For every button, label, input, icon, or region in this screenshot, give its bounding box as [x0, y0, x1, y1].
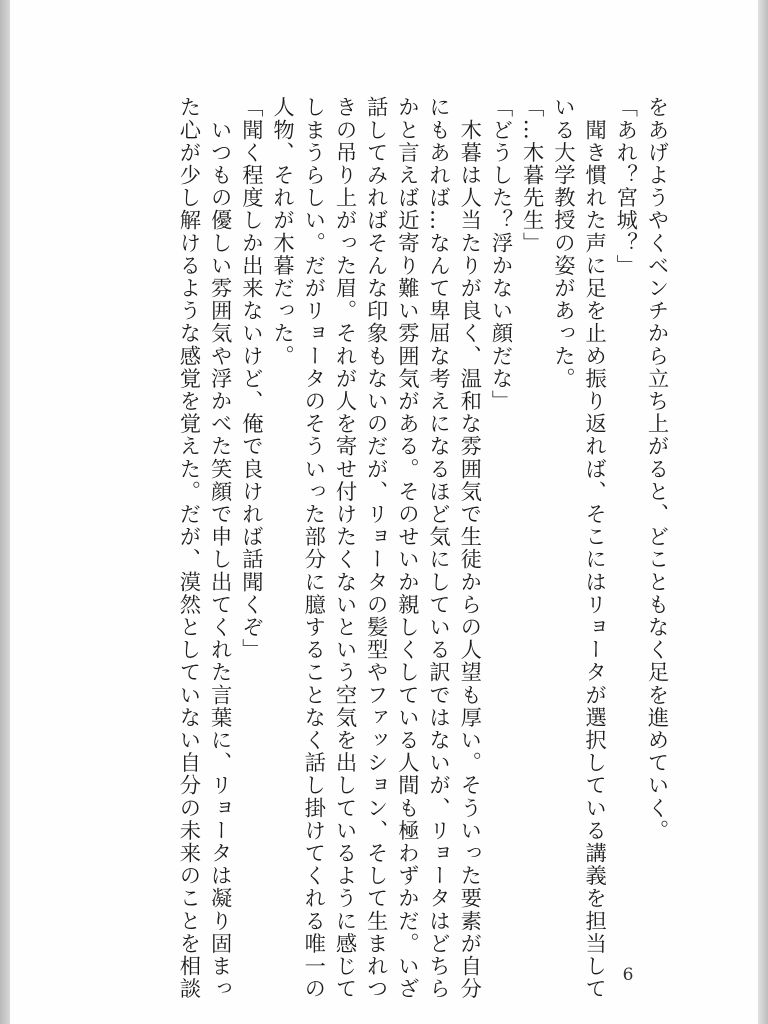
text-line: た心が少し解けるような感覚を覚えた。だが、漠然としていない自分の未来のことを相談: [175, 96, 201, 1000]
book-page[interactable]: [10, 0, 758, 1024]
text-line: 聞き慣れた声に足を止め振り返れば、そこにはリョータが選択している講義を担当して: [581, 96, 607, 1000]
text-line: 話してみればそんな印象もないのだが、リョータの髪型やファッション、そして生まれつ: [363, 96, 389, 1000]
page-edge-right: [758, 0, 768, 1024]
text-line: 「…木暮先生」: [519, 96, 545, 255]
page-number: 6: [622, 965, 634, 985]
text-line: をあげようやくベンチから立ち上がると、どこともなく足を進めていく。: [644, 96, 669, 842]
vertical-text-body: [173, 96, 672, 1000]
text-line: 「あれ？宮城？」: [612, 96, 638, 277]
text-line: きの吊り上がった眉。それが人を寄せ付けたくないという空気を出しているように感じて: [331, 96, 357, 1000]
text-line: しまうらしい。だがリョータのそういった部分に臆することなく話し掛けてくれる唯一の: [300, 96, 326, 1000]
text-line: 人物、それが木暮だった。: [269, 96, 295, 368]
text-line: 木暮は人当たりが良く、温和な雰囲気で生徒からの人望も厚い。そういった要素が自分: [456, 96, 482, 1000]
text-line: にもあれば…なんて卑屈な考えになるほど気にしている訳ではないが、リョータはどちら: [425, 96, 451, 1000]
text-line: 「聞く程度しか出来ないけど、俺で良ければ話聞くぞ」: [238, 96, 264, 661]
text-line: いる大学教授の姿があった。: [550, 96, 576, 390]
text-line: かと言えば近寄り難い雰囲気がある。そのせいか親しくしている人間も極わずかだ。いざ: [394, 96, 420, 1000]
text-line: いつもの優しい雰囲気や浮かべた笑顔で申し出てくれた言葉に、リョータは凝り固まっ: [207, 96, 233, 1000]
text-line: 「どうした？浮かない顔だな」: [487, 96, 513, 413]
